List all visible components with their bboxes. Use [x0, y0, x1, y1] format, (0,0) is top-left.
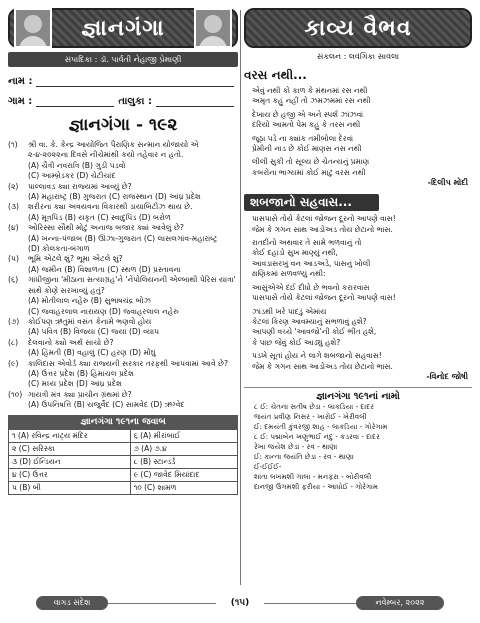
poem-line: જેમ કે ગગન સાથ આડોઅડ તોય છેટાનો ભાસ. [252, 224, 393, 234]
winner-name: ૮ ઈ: પદ્માબેન ખણુભાઈ નંદુ - કડરવા - દાદર [254, 431, 380, 441]
poem-line: એવું નથી કો કાળ કે મંથનમાં રસ નથી [252, 86, 368, 95]
poem-line: અમૃત કહું નહીં તો ઝમઝમમાં રસ નથી [252, 96, 371, 106]
question-item [8, 390, 238, 400]
poem-line: આપણી વચ્ચે 'આવજો'ની કોઈ ભીંત હશે, [252, 327, 377, 337]
poem-line: કે પાછ જેવું કોઈ આડ્યું હશે? [252, 337, 341, 347]
question-options: (C) આમ્બ્રેડકર (D) ચેટીચાંદ [28, 171, 116, 181]
poem-stanza [244, 157, 472, 178]
question-number: (૫) [8, 254, 19, 264]
question-list [8, 140, 238, 411]
question-number: (૮) [8, 337, 19, 347]
question-item [8, 140, 238, 161]
answer-cell: ૫ (B) બી [9, 481, 131, 494]
taluka-label: તાલુકા : [118, 96, 152, 107]
question-text: કોઈપણ ઋતુમાં વસંત કેનામે ભણવો હોય [28, 316, 152, 326]
answers-title: જ્ઞાનગંગા ૧૯૧ના જવાબ [8, 415, 238, 429]
poem-line: જેમ કે ગગન સાથ આડોઅડ તોય છેટાનો ભાસ. [252, 361, 393, 371]
question-options: (A) ઉત્તર પ્રદેશ (B) હિમાચલ પ્રદેશ [28, 368, 135, 378]
poem-stanza [244, 307, 472, 349]
name-label: નામ : [8, 76, 33, 87]
question-options: (A) ખન્ના-પંજાબ (B) ઊંઝા-ગુજરાત (C) લાસલગાંવ-મહારાષ્ટ્ર [28, 233, 218, 243]
question-options: (A) મોતીલાલ નહેરુ (B) સુભાષચંદ્ર બોઝ [28, 296, 151, 306]
question-options: (C) મધ્ય પ્રદેશ (D) આંધ્ર પ્રદેશ [28, 379, 122, 389]
poem-line: પ્રેમીની નાડ છે કોઈ માણસ નસ નથી [252, 144, 362, 154]
question-options: (A) હિંમતી (B) વહાલું (C) હરણ (D) મોંઘું [28, 348, 156, 358]
answers-table [8, 429, 238, 495]
poem-line: કેટલાં કિરણ આવમ્યાનું સંભળાવું હશે? [252, 316, 367, 326]
poem1-body [244, 86, 472, 178]
poem-line: પાસપાસે તોયે કેટલાં જોજન દૂરનો આપણે વાસ! [252, 293, 396, 303]
poem-line: પાસપાસે તોયે કેટલાં જોજન દૂરનો આપણે વાસ! [252, 214, 396, 224]
brain-illustration-icon [14, 8, 52, 48]
compiler-credit: સંકલન : લવંગિકા સાવલા [316, 52, 400, 61]
question-options: (A) મૂત્રપિંડ (B) યકૃત (C) સ્વાદુપિંડ (D) બરોળ [28, 212, 171, 222]
poem-line: દેખાય છે હજી એ અને સ્પર્શ ઝાંઝવાં [252, 109, 364, 119]
poem-stanza [244, 110, 472, 131]
question-number: (૧૦) [8, 389, 23, 399]
question-text: ભૂમિ એટલે શું? ભૂમા એટલે શું? [28, 254, 123, 264]
name-blank[interactable] [36, 77, 234, 87]
poem-stanza [244, 214, 472, 235]
gyanganga-banner [8, 8, 238, 48]
question-number: (૨) [8, 181, 19, 191]
question-number: (૪) [8, 223, 19, 233]
poem1-title: વરસ નથી... [244, 68, 307, 82]
question-options: (A) જમીન (B) વિશાળતા (C) સ્થળ (D) પ્રસ્તાવના [28, 264, 181, 274]
poem-stanza [244, 351, 472, 372]
editor-photo [194, 8, 232, 48]
poem-line: જૂઠા પડે ના ક્યાંક તમીબોલા દેરવાં [252, 133, 354, 143]
answer-cell: ૧૦ (C) શામળ [130, 481, 237, 494]
poem-line: પડખે સૂતાં હોય ને લાગે શબજાનો સહવાસ! [252, 351, 382, 361]
winner-name: ઈ: દમયંતી કુંવરજી શાહ - લાકડિયા - ગોરેગામ [254, 421, 388, 431]
village-taluka-field[interactable] [8, 96, 238, 107]
question-options: (C) જવાહરલાલ નારાયણ (D) જવાહરલાલ નહેરુ [28, 306, 179, 316]
question-options: (A) પવિત્ર (B) વિજયા (C) જયા (D) વ્યાપ [28, 327, 160, 337]
page-number: (૧૫) [230, 598, 250, 608]
question-item [8, 317, 238, 327]
question-item [8, 275, 238, 296]
answer-row [9, 429, 238, 442]
kavya-banner [244, 8, 472, 48]
poem2-signature: -વિનોદ જોષી [426, 371, 468, 381]
question-number: (૯) [8, 358, 19, 368]
magazine-name: વાગડ સંદેશ [36, 596, 108, 610]
answer-cell: ૪ (C) ઉત્તર [9, 468, 131, 481]
poem-stanza [244, 86, 472, 107]
answer-row [9, 455, 238, 468]
poem-stanza [244, 283, 472, 304]
column-divider [240, 10, 241, 585]
winner-name: ઈ-ઈઈઈ- [254, 461, 282, 471]
poem-line: ઝાંડથી ખરે પાંદડું એમાંય [252, 306, 327, 316]
question-item [8, 223, 238, 233]
kavya-banner-title: કાવ્ય વૈભવ [304, 15, 412, 41]
question-item [8, 338, 238, 348]
answer-row [9, 442, 238, 455]
question-item [8, 254, 238, 264]
poem-line: રાતદીનો અથવાર તે સામે ભળવાનું તો [252, 238, 362, 248]
question-number: (૧) [8, 140, 18, 149]
question-options: (A) મહારાષ્ટ્ર (B) ગુજરાત (C) રાજસ્થાન (D) આંધ્ર પ્રદેશ [28, 192, 201, 202]
winner-name: ઈ: કાન્તા જયંતિ છેડા - રવ - થાણા [254, 451, 354, 461]
poem1-signature: -દિલીપ મોદી [427, 178, 468, 188]
editor-credit: સંપાદિકા : ડૉ. પાર્વતી નેહાજી પ્રેમાણી [8, 52, 238, 67]
poem-line: દરિયો આમતો પેમ કહું કે તરસ નથી [252, 120, 361, 130]
question-options: (A) ઉપનિષત્તિ (B) યજુર્વેદ (C) સામવેદ (D) ઋગ્વેદ [28, 400, 185, 410]
question-item [8, 202, 238, 212]
poem-line: કોઈ દહાડો સુખ માણ્યું નથી, [252, 248, 338, 258]
poem-stanza [244, 238, 472, 280]
winners-list [244, 402, 472, 492]
poem-line: આસુંએએ દઈ દીધો છે ભવનો કરારવાસ [252, 282, 370, 292]
poem-stanza [244, 134, 472, 155]
answer-cell: ૩ (D) ઈન્ડિયન [9, 455, 131, 468]
poem-line: લીલી સુકી તો સૂલ્ય છે ચેતન્યનું પ્રમાણ [252, 157, 370, 167]
answer-row [9, 468, 238, 481]
question-number: (૬) [8, 275, 19, 285]
gyanganga-banner-title: જ્ઞાનગંગા [81, 15, 165, 41]
gyanganga-column [8, 8, 238, 495]
name-field[interactable] [8, 76, 238, 87]
winner-name: શાંતા લખમશી ગાલા - મનફરા - બોરીવલી [254, 471, 372, 481]
page-footer [0, 596, 480, 612]
kavya-column [244, 8, 472, 492]
question-text: પાલ્લાવડ ક્યા રાજ્યમાં આવ્યું છે? [28, 181, 132, 191]
question-text: ગાયત્રી મંત્ર ક્યા પ્રાચીન ગ્રંથમાં છે? [28, 389, 132, 399]
quiz-title: જ્ઞાનગંગા - ૧૯૨ [68, 115, 178, 135]
winner-name: દાનજી ઉગમશી ફરીયા - આધોઈ - ગોરેગામ [254, 481, 379, 491]
question-text: ગાંધીજીના 'મીઠાના સત્યાગ્રહ'ને 'નેપોલિયનની એલ્બાથી પેરિસ યાત્રા' સાથે કોણે સરખાવ્યું હતું? [28, 275, 236, 295]
question-item [8, 182, 238, 192]
question-text: શ્રી વા. કે. કેન્દ્ર આયોજિત પૈરાણિક સન્માન યોજાયો એ ૨-૪-૨૦૨૨ના દિવસે નીચેમાંથી કયો તહેવાર ન હતો. [28, 140, 199, 160]
answer-cell: ૭ (A) ૭.૪ [130, 442, 237, 455]
answer-row [9, 481, 238, 494]
poem2-title: શબજાનો સહવાસ... [244, 194, 379, 211]
question-item [8, 359, 238, 369]
answer-cell: ૮ (B) સ્ટાન્ડર્ડ [130, 455, 237, 468]
question-options: (D) કોલકતા-બંગાળ [28, 244, 90, 254]
winner-name: જયંત પ્રવીણ નિસર - ખારોઈ - ખેરીવલી [254, 411, 367, 421]
answer-cell: ૧ (A) રવિન્દ્ર નાટ્ય મંદિર [9, 429, 131, 442]
question-text: ઓરિસ્સા સૌથી મોટું અનાજ બજાર ક્યાં આવેલું છે? [28, 223, 184, 233]
question-options: (A) ચૈત્રી નવરાત્રિ (B) ગુડી પડવો [28, 160, 126, 170]
poem-line: કબરોના ભાગ્યમાં કોઈ માટું વરસ નથી [252, 167, 366, 177]
poem-line: ક્ષણિકમાં સળવળ્યું નથી: [252, 269, 326, 279]
question-number: (૭) [8, 316, 20, 326]
village-label: ગામ : [8, 96, 33, 107]
issue-date: નવેમ્બર, ૨૦૨૨ [356, 596, 444, 610]
taluka-blank[interactable] [156, 97, 234, 107]
question-number: (૩) [8, 202, 19, 212]
answer-cell: ૨ (C) સરિસ્કા [9, 442, 131, 455]
winner-name: ૮ ઈ: ચેતના સતીષ છેડા - લાકડિયા - દાદર [254, 401, 374, 411]
poem2-body [244, 214, 472, 372]
question-text: દેલવાનો ક્યો અર્થ સાચો છે? [28, 337, 114, 347]
winner-name: રેખા જયેશ છેડા - રવ - થાણા [254, 441, 338, 451]
village-blank[interactable] [36, 97, 114, 107]
answer-cell: ૬ (A) મીરાંબાઈ [130, 429, 237, 442]
question-text: કાલિદાસ એવોર્ડ ક્યા રાજ્યની સરકાર તરફથી આપવામાં આવે છે? [28, 358, 228, 368]
answer-cell: ૯ (C) જાવેદ મિયાંદાદ [130, 468, 237, 481]
poem-line: આવડાસરખું વન આડઅડે, પાસનું ખોલી [252, 258, 371, 268]
question-text: શરીરના ક્યા અવયવના વિકારથી ડાયાબિટીઝ થાય છે. [28, 202, 193, 212]
winners-title: જ્ઞાનગંગા ૧૯૧નાં નામો [244, 387, 472, 402]
